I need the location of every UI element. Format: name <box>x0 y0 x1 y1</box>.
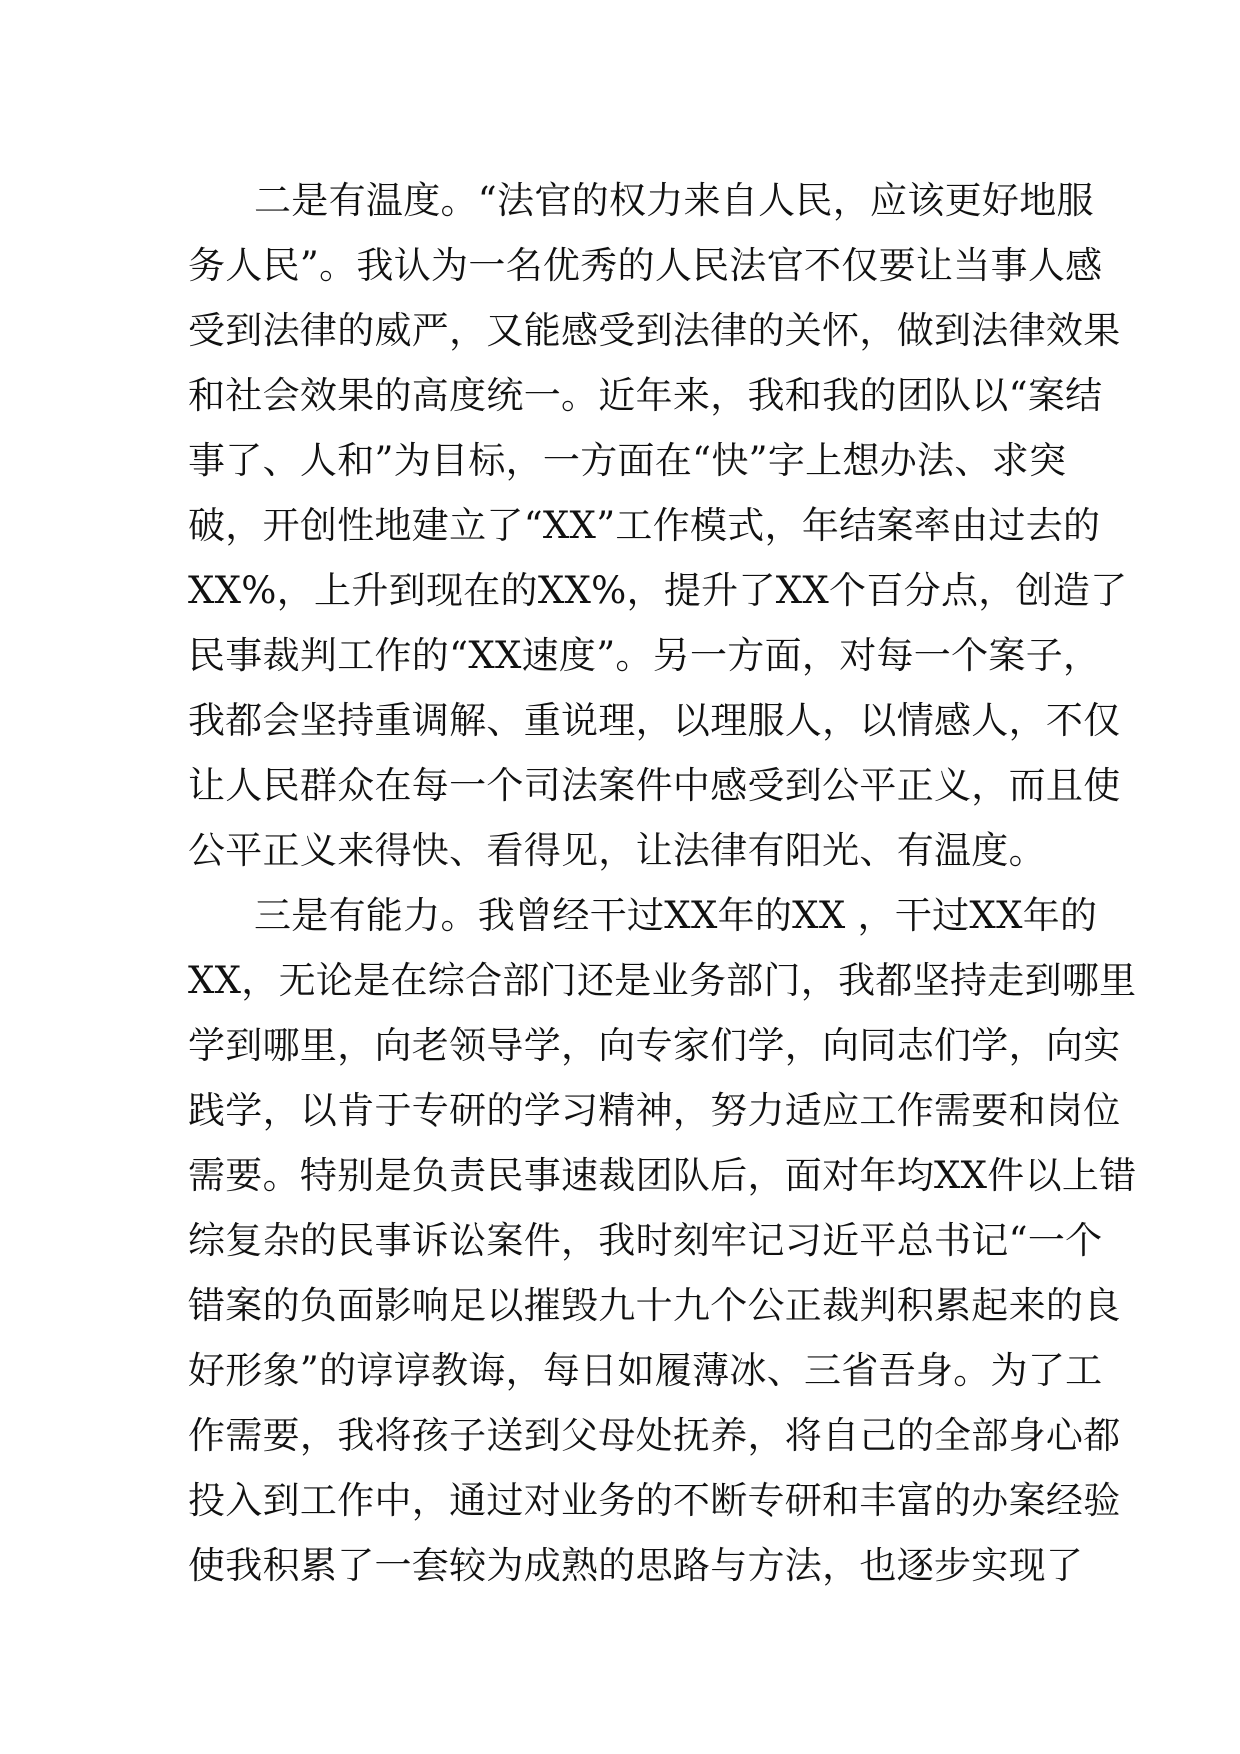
text-line: 事了、人和”为目标，一方面在“快”字上想办法、求突 <box>188 439 1067 482</box>
text-line: 综复杂的民事诉讼案件，我时刻牢记习近平总书记“一个 <box>188 1219 1103 1262</box>
text-line: 需要。特别是负责民事速裁团队后，面对年均XX件以上错 <box>188 1154 1137 1197</box>
text-line: 错案的负面影响足以摧毁九十九个公正裁判积累起来的良 <box>188 1284 1121 1327</box>
text-line: 公平正义来得快、看得见，让法律有阳光、有温度。 <box>188 829 1046 872</box>
text-line: 学到哪里，向老领导学，向专家们学，向同志们学，向实 <box>188 1024 1121 1067</box>
text-line: 受到法律的威严，又能感受到法律的关怀，做到法律效果 <box>188 309 1121 352</box>
text-line: 务人民”。我认为一名优秀的人民法官不仅要让当事人感 <box>188 244 1103 287</box>
text-line: 投入到工作中，通过对业务的不断专研和丰富的办案经验 <box>188 1479 1121 1522</box>
paragraph-warmth <box>188 168 1128 883</box>
document-body <box>188 168 1137 1598</box>
paragraph-ability <box>188 883 1137 1598</box>
text-line: 二是有温度。“法官的权力来自人民，应该更好地服 <box>254 179 1094 222</box>
text-line: 和社会效果的高度统一。近年来，我和我的团队以“案结 <box>188 374 1103 417</box>
text-line: 使我积累了一套较为成熟的思路与方法，也逐步实现了 <box>188 1544 1084 1587</box>
text-line: 好形象”的谆谆教诲，每日如履薄冰、三省吾身。为了工 <box>188 1349 1103 1392</box>
text-line: 三是有能力。我曾经干过XX年的XX ，干过XX年的 <box>254 894 1098 937</box>
text-line: XX%，上升到现在的XX%，提升了XX个百分点，创造了 <box>188 569 1128 612</box>
text-line: 民事裁判工作的“XX速度”。另一方面，对每一个案子， <box>188 634 1101 677</box>
text-line: 我都会坚持重调解、重说理，以理服人，以情感人，不仅 <box>188 699 1121 742</box>
text-line: 践学，以肯于专研的学习精神，努力适应工作需要和岗位 <box>188 1089 1121 1132</box>
text-line: 让人民群众在每一个司法案件中感受到公平正义，而且使 <box>188 764 1121 807</box>
text-line: 破，开创性地建立了“XX”工作模式，年结案率由过去的 <box>188 504 1101 547</box>
text-line: 作需要，我将孩子送到父母处抚养，将自己的全部身心都 <box>188 1414 1121 1457</box>
text-line: XX，无论是在综合部门还是业务部门，我都坚持走到哪里 <box>188 959 1137 1002</box>
